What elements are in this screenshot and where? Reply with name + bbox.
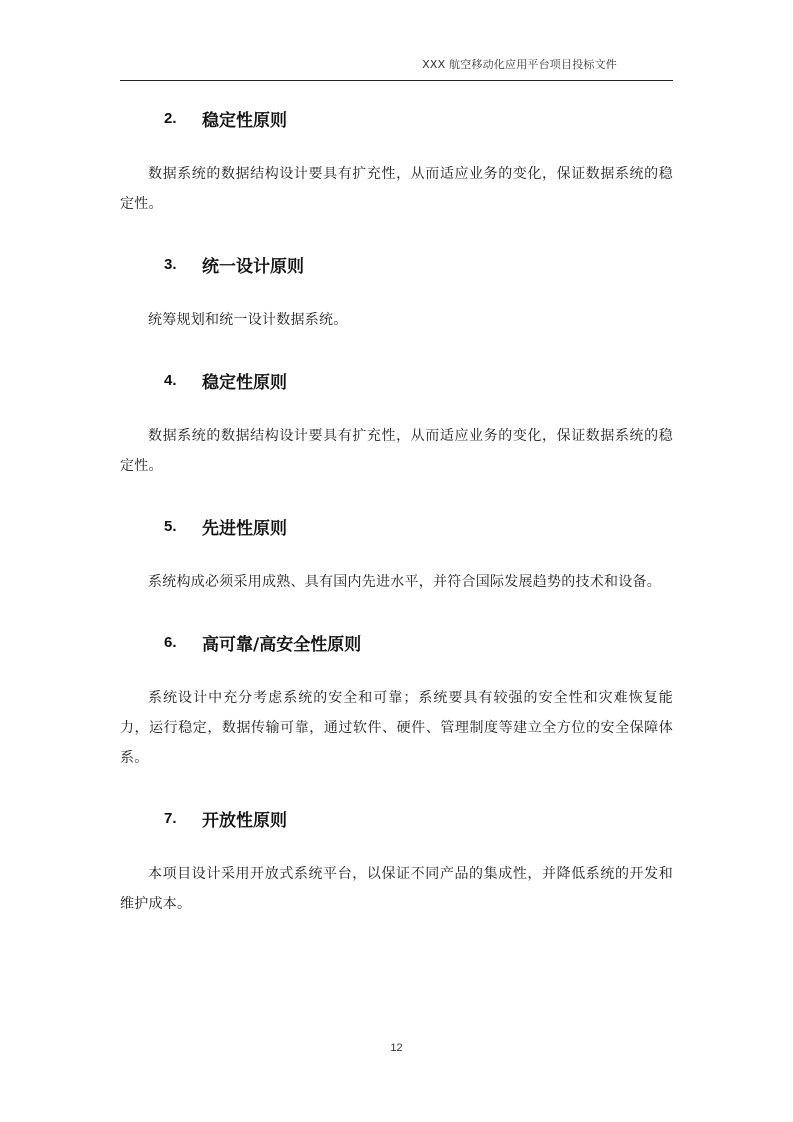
section-paragraph: 统筹规划和统一设计数据系统。 [148, 312, 348, 328]
section-title: 先进性原则 [202, 518, 287, 539]
section-heading [120, 627, 673, 657]
section-paragraph: 系统构成必须采用成熟、具有国内先进水平，并符合国际发展趋势的技术和设备。 [148, 574, 661, 590]
section-title: 开放性原则 [202, 810, 287, 831]
section-title: 高可靠/高安全性原则 [202, 634, 362, 655]
section [120, 103, 673, 249]
section-heading [120, 103, 673, 133]
section [120, 365, 673, 511]
section-paragraph: 数据系统的数据结构设计要具有扩充性，从而适应业务的变化，保证数据系统的稳定性。 [120, 166, 673, 212]
section [120, 803, 673, 919]
section-paragraph: 本项目设计采用开放式系统平台，以保证不同产品的集成性，并降低系统的开发和维护成本。 [120, 866, 673, 912]
page-number: 12 [390, 1042, 403, 1054]
header-divider [120, 80, 673, 81]
section-heading [120, 511, 673, 541]
section-number: 2. [164, 109, 177, 127]
section-title: 统一设计原则 [202, 256, 304, 277]
document-body [120, 103, 673, 919]
document-header-title: XXX 航空移动化应用平台项目投标文件 [422, 58, 617, 71]
section-number: 7. [164, 809, 177, 827]
section-heading [120, 803, 673, 833]
section-number: 3. [164, 255, 177, 273]
section-paragraph: 系统设计中充分考虑系统的安全和可靠；系统要具有较强的安全性和灾难恢复能力，运行稳定，数据传输可靠，通过软件、硬件、管理制度等建立全方位的安全保障体系。 [120, 690, 673, 766]
section-heading [120, 365, 673, 395]
section [120, 511, 673, 627]
section-number: 5. [164, 517, 177, 535]
section-heading [120, 249, 673, 279]
section-paragraph: 数据系统的数据结构设计要具有扩充性，从而适应业务的变化，保证数据系统的稳定性。 [120, 428, 673, 474]
section-number: 4. [164, 371, 177, 389]
section [120, 627, 673, 803]
section-number: 6. [164, 633, 177, 651]
section [120, 249, 673, 365]
section-title: 稳定性原则 [202, 110, 287, 131]
section-title: 稳定性原则 [202, 372, 287, 393]
